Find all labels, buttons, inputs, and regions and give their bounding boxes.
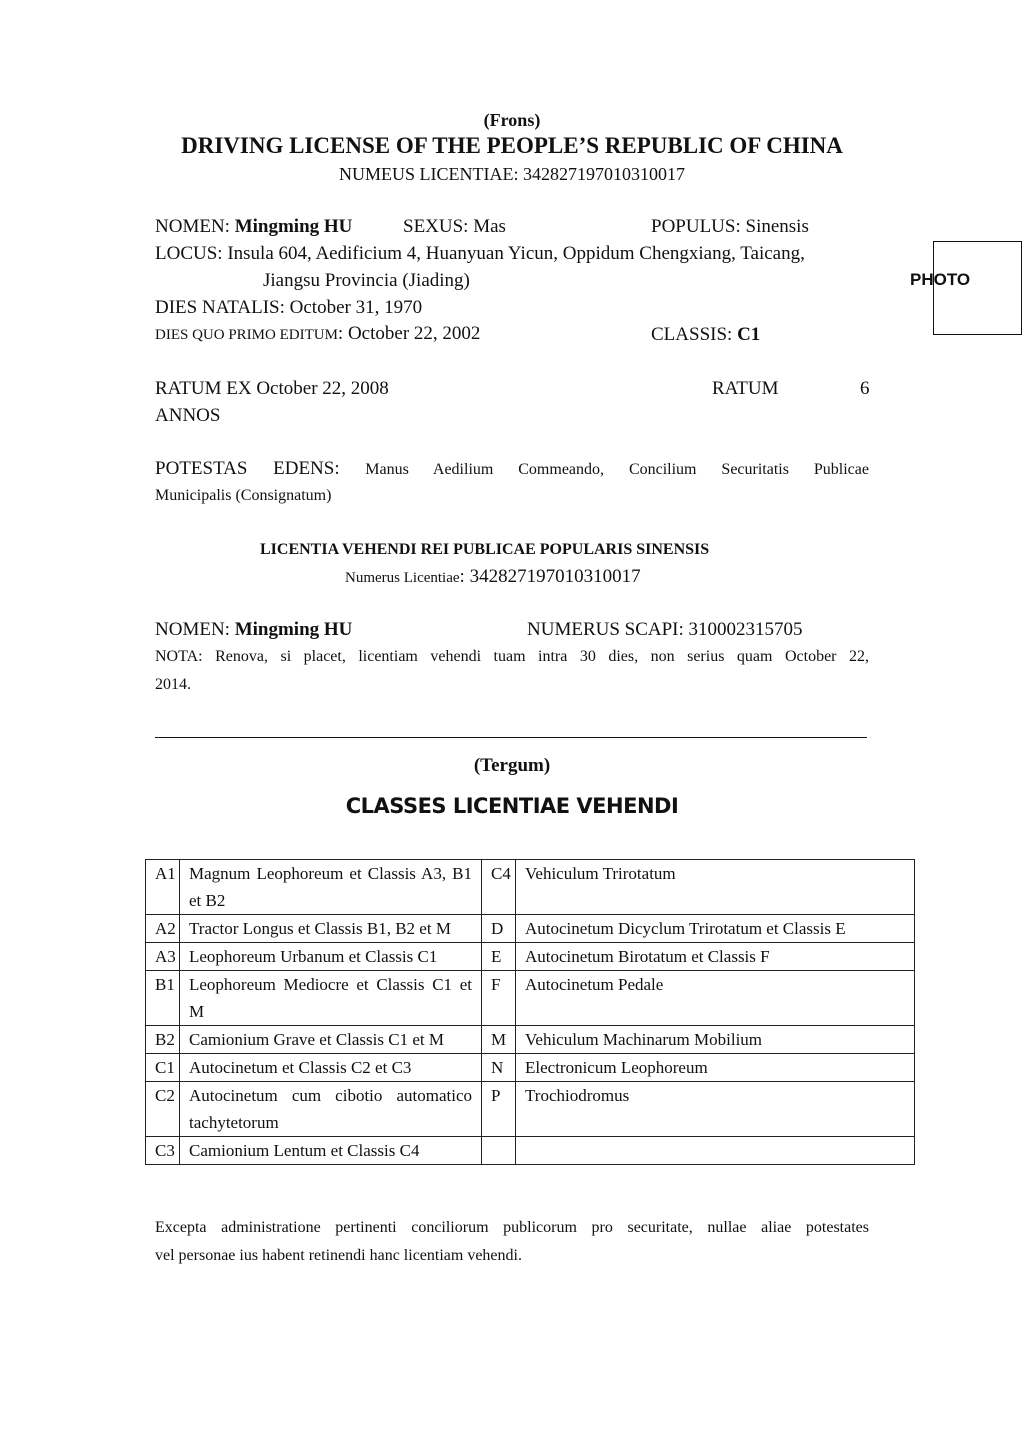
issuing-authority-line-1 <box>155 458 869 480</box>
table-row <box>146 943 915 971</box>
table-row <box>146 860 915 915</box>
birth-date: DIES NATALIS: October 31, 1970 <box>155 297 423 318</box>
table-row <box>146 1026 915 1054</box>
issuing-authority-value-1: Manus Aedilium Commeando, Concilium Securitatis Publicae <box>365 461 869 478</box>
table-row <box>146 971 915 1026</box>
class-code-cell: C3 <box>146 1137 180 1165</box>
name-field <box>155 216 352 238</box>
class-description-cell: Leophoreum Urbanum et Classis C1 <box>180 943 482 971</box>
name-value: Mingming HU <box>234 216 353 237</box>
back-side-label: (Tergum) <box>473 755 551 776</box>
class-code-cell: C4 <box>482 860 516 915</box>
photo-label: PHOTO <box>910 270 971 289</box>
nationality-field: POPULUS: Sinensis <box>651 216 809 237</box>
note-line-1: NOTA: Renova, si placet, licentiam vehendi tuam intra 30 dies, non serius quam October 22, <box>155 648 869 665</box>
license-number-line: NUMEUS LICENTIAE: 342827197010310017 <box>339 164 685 184</box>
footnote-line-2: vel personae ius habent retinendi hanc licentiam vehendi. <box>155 1247 522 1264</box>
class-description-cell: Autocinetum Dicyclum Trirotatum et Classis E <box>516 915 915 943</box>
class-code-cell <box>482 1137 516 1165</box>
issuing-authority-line-2: Municipalis (Consignatum) <box>155 487 332 504</box>
issuing-authority-label: POTESTAS EDENS: <box>155 458 366 479</box>
class-field <box>651 324 760 346</box>
class-description-cell: Camionium Grave et Classis C1 et M <box>180 1026 482 1054</box>
footnote-line-1: Excepta administratione pertinenti conciliorum publicorum pro securitate, nullae aliae potestates <box>155 1219 869 1236</box>
sub-name-field <box>155 619 352 641</box>
class-code-cell: C1 <box>146 1054 180 1082</box>
class-description-cell: Autocinetum cum cibotio automatico tachytetorum <box>180 1082 482 1137</box>
class-code-cell: A1 <box>146 860 180 915</box>
license-title: DRIVING LICENSE OF THE PEOPLE’S REPUBLIC OF CHINA <box>181 133 843 158</box>
class-description-cell: Autocinetum Pedale <box>516 971 915 1026</box>
valid-label: RATUM <box>712 378 779 399</box>
class-description-cell: Vehiculum Trirotatum <box>516 860 915 915</box>
class-code-cell: P <box>482 1082 516 1137</box>
sub-name-value: Mingming HU <box>234 619 353 640</box>
front-side-label: (Frons) <box>483 110 541 130</box>
class-code-cell: A2 <box>146 915 180 943</box>
class-description-cell: Magnum Leophoreum et Classis A3, B1 et B2 <box>180 860 482 915</box>
first-issue-label: DIES QUO PRIMO EDITUM <box>155 327 338 343</box>
section-divider <box>155 737 867 738</box>
name-label: NOMEN: <box>155 216 235 237</box>
class-description-cell: Autocinetum et Classis C2 et C3 <box>180 1054 482 1082</box>
first-issue-field <box>155 323 480 345</box>
class-description-cell: Leophoreum Mediocre et Classis C1 et M <box>180 971 482 1026</box>
class-value: C1 <box>737 324 761 345</box>
class-description-cell: Tractor Longus et Classis B1, B2 et M <box>180 915 482 943</box>
sub-number-value: : 342827197010310017 <box>459 566 641 587</box>
first-issue-value: : October 22, 2002 <box>337 323 481 344</box>
class-code-cell: B1 <box>146 971 180 1026</box>
class-description-cell <box>516 1137 915 1165</box>
sub-name-label: NOMEN: <box>155 619 235 640</box>
address-line-2: Jiangsu Provincia (Jiading) <box>263 270 470 291</box>
table-row <box>146 915 915 943</box>
class-description-cell: Vehiculum Machinarum Mobilium <box>516 1026 915 1054</box>
table-row <box>146 1054 915 1082</box>
class-code-cell: F <box>482 971 516 1026</box>
class-description-cell: Camionium Lentum et Classis C4 <box>180 1137 482 1165</box>
address-line-1: LOCUS: Insula 604, Aedificium 4, Huanyuan Yicun, Oppidum Chengxiang, Taicang, <box>155 243 805 264</box>
note-line-2: 2014. <box>155 676 191 693</box>
class-code-cell: M <box>482 1026 516 1054</box>
table-row <box>146 1082 915 1137</box>
valid-unit: ANNOS <box>155 405 221 426</box>
sub-number-label: Numerus Licentiae <box>345 570 460 586</box>
valid-from: RATUM EX October 22, 2008 <box>155 378 389 399</box>
license-classes-table <box>145 859 915 1165</box>
class-description-cell: Electronicum Leophoreum <box>516 1054 915 1082</box>
class-code-cell: N <box>482 1054 516 1082</box>
class-code-cell: B2 <box>146 1026 180 1054</box>
class-description-cell: Trochiodromus <box>516 1082 915 1137</box>
table-row <box>146 1137 915 1165</box>
classes-title: CLASSES LICENTIAE VEHENDI <box>345 794 679 818</box>
valid-years: 6 <box>860 378 870 399</box>
class-code-cell: C2 <box>146 1082 180 1137</box>
sub-title: LICENTIA VEHENDI REI PUBLICAE POPULARIS SINENSIS <box>260 541 710 558</box>
sub-license-number <box>345 566 641 588</box>
class-code-cell: D <box>482 915 516 943</box>
file-number: NUMERUS SCAPI: 310002315705 <box>527 619 803 640</box>
class-code-cell: A3 <box>146 943 180 971</box>
class-label: CLASSIS: <box>651 324 738 345</box>
class-code-cell: E <box>482 943 516 971</box>
class-description-cell: Autocinetum Birotatum et Classis F <box>516 943 915 971</box>
sex-field: SEXUS: Mas <box>403 216 506 237</box>
